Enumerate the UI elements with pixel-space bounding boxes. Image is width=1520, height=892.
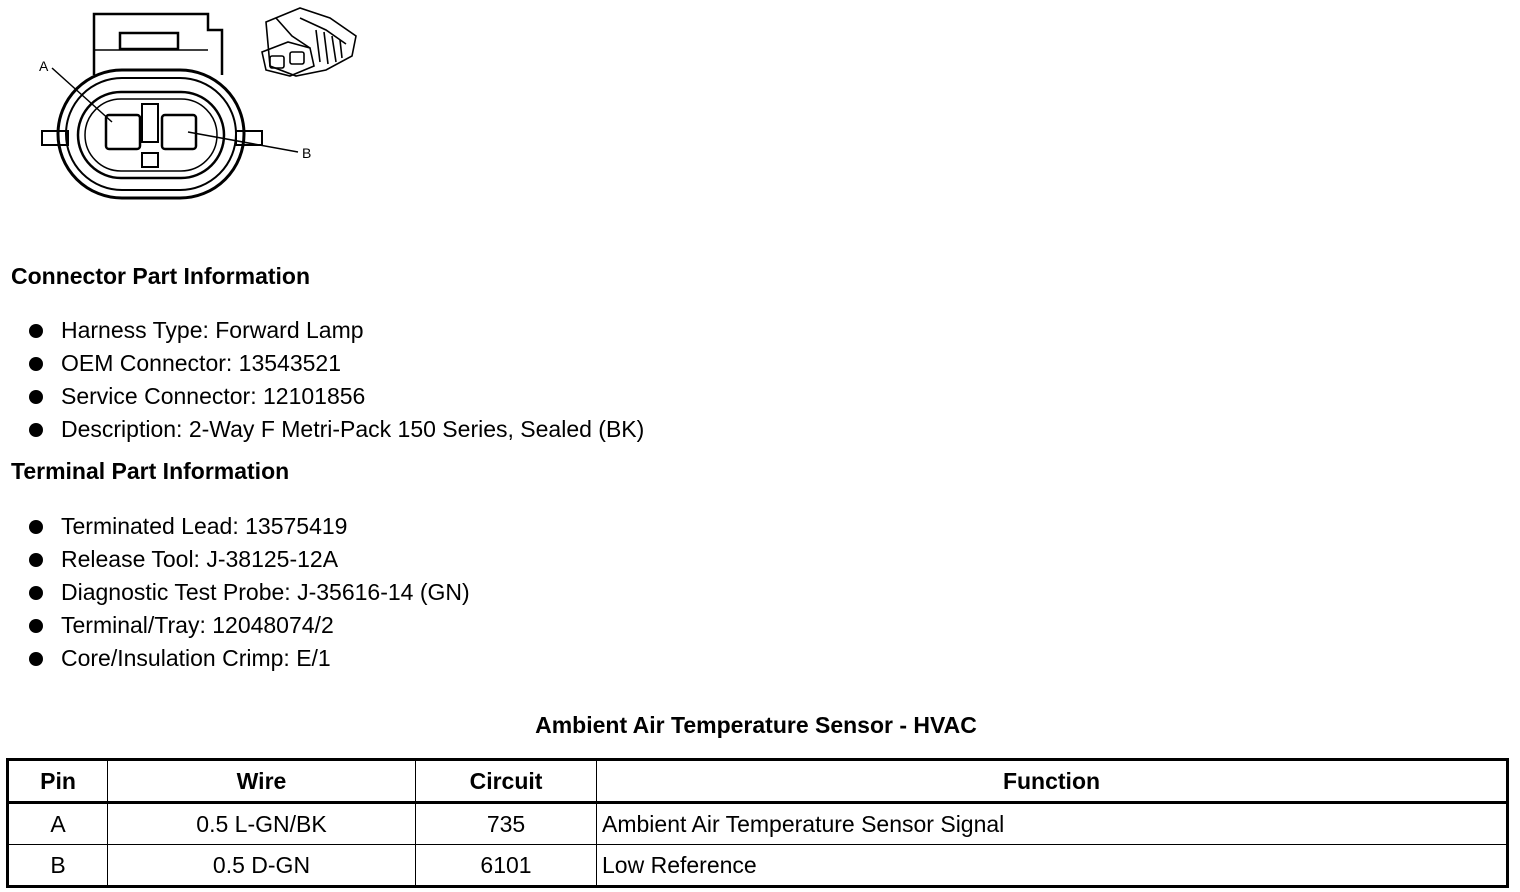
terminal-info-heading: Terminal Part Information [11, 458, 290, 484]
cell-pin: B [8, 845, 108, 887]
bullet-icon [29, 652, 43, 666]
cell-function: Ambient Air Temperature Sensor Signal [597, 803, 1508, 845]
bullet-icon [29, 619, 43, 633]
bullet-icon [29, 423, 43, 437]
cell-wire: 0.5 D-GN [108, 845, 416, 887]
pin-label-b: B [302, 145, 312, 161]
list-item: Service Connector: 12101856 [0, 380, 644, 413]
list-item: Description: 2-Way F Metri-Pack 150 Series, Sealed (BK) [0, 413, 644, 446]
header-pin: Pin [8, 760, 108, 803]
cell-wire: 0.5 L-GN/BK [108, 803, 416, 845]
header-function: Function [597, 760, 1508, 803]
table-row [8, 803, 1508, 845]
cell-circuit: 6101 [416, 845, 597, 887]
connector-diagram [0, 0, 380, 220]
bullet-icon [29, 553, 43, 567]
list-item: Release Tool: J-38125-12A [0, 543, 470, 576]
connector-info-heading: Connector Part Information [11, 263, 311, 289]
list-item: Terminated Lead: 13575419 [0, 510, 470, 543]
bullet-icon [29, 390, 43, 404]
bullet-icon [29, 324, 43, 338]
list-item: Diagnostic Test Probe: J-35616-14 (GN) [0, 576, 470, 609]
list-item: Terminal/Tray: 12048074/2 [0, 609, 470, 642]
table-header-row [8, 760, 1508, 803]
header-circuit: Circuit [416, 760, 597, 803]
list-item: Core/Insulation Crimp: E/1 [0, 642, 470, 675]
connector-info-list [0, 314, 644, 446]
bullet-icon [29, 520, 43, 534]
cell-circuit: 735 [416, 803, 597, 845]
cell-function: Low Reference [597, 845, 1508, 887]
connector-thumbnail [262, 8, 356, 76]
pin-label-a: A [39, 58, 49, 74]
table-title: Ambient Air Temperature Sensor - HVAC [535, 712, 977, 738]
pinout-table [6, 758, 1509, 888]
list-item: Harness Type: Forward Lamp [0, 314, 644, 347]
cell-pin: A [8, 803, 108, 845]
terminal-info-list [0, 510, 470, 675]
table-row [8, 845, 1508, 887]
list-item: OEM Connector: 13543521 [0, 347, 644, 380]
header-wire: Wire [108, 760, 416, 803]
bullet-icon [29, 586, 43, 600]
bullet-icon [29, 357, 43, 371]
